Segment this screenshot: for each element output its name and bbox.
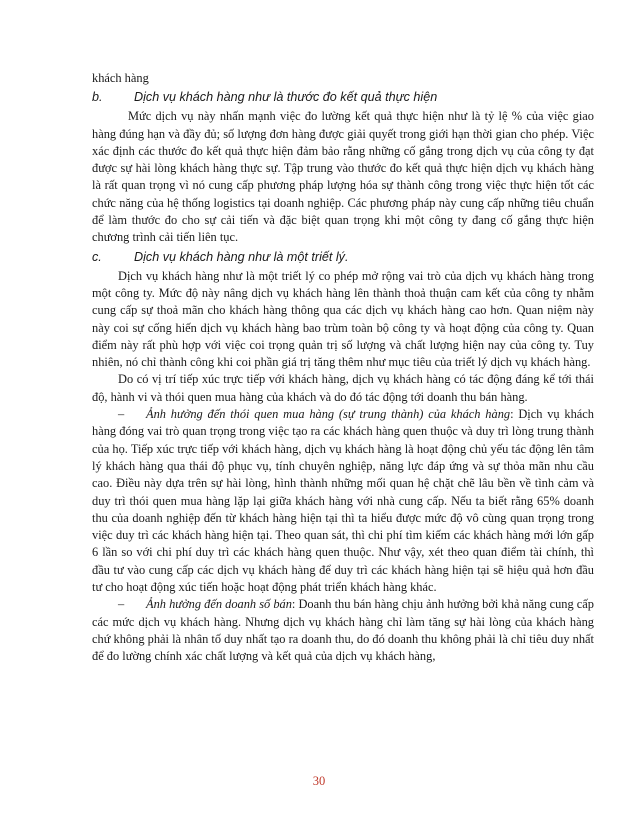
paragraph-philosophy: Dịch vụ khách hàng như là một triết lý co phép mở rộng vai trò của dịch vụ khách hàng trong một công ty. Mức độ này nâng dịch vụ khách hàng lên thành thoả thuận cam kết của công ty nhằm cung cấp sự thoả mãn cho khách hàng thông qua các dịch vụ khách hàng cao hơn. Quan niệm này này coi sự cống hiến dịch vụ khách hàng bao trùm toàn bộ công ty và hoạt động của công ty. Quan điểm này rất phù hợp với việc coi trọng quản trị số lượng và chất lượng hiện nay của công ty. Tuy nhiên, nó chỉ thành công khi coi phần giá trị tăng thêm như mục tiêu của triết lý dịch vụ khách hàng.	[92, 268, 594, 370]
section-b-title: Dịch vụ khách hàng như là thước đo kết quả thực hiện	[134, 90, 438, 105]
bullet-sales-revenue-text: : Doanh thu bán hàng chịu ảnh hưởng bởi khả năng cung cấp các mức dịch vụ khách hàng. Nhưng dịch vụ khách hàng chỉ làm tăng sự hài lòng của khách hàng chứ không phải là nhân tố duy nhất tạo ra doanh thu, do đó doanh thu không phải là chỉ tiêu duy nhất để đo lường chính xác chất lượng và kết quả của dịch vụ khách hàng,	[92, 597, 595, 664]
bullet-buying-habits-title: Ảnh hưởng đến thói quen mua hàng (sự trung thành) của khách hàng	[146, 407, 511, 422]
bullet-buying-habits-text: : Dịch vụ khách hàng đóng vai trò quan trọng trong việc tạo ra các khách hàng quen thuộc và duy trì lòng trung thành của họ. Tiếp xúc trực tiếp với khách hàng, dịch vụ khách hàng là hoạt động chủ yếu tác động lên tâm lý khách hàng qua thái độ phục vụ, tính chuyên nghiệp, năng lực đáp ứng và sự thỏa mãn nhu cầu cao. Điều này dựa trên sự hài lòng, hình thành những mối quan hệ chặt chẽ lâu bền về tình cảm và duy trì thói quen mua hàng lặp lại giữa khách hàng với nhà cung cấp. Nếu ta biết rằng 65% doanh thu của doanh nghiệp đến từ khách hàng hiện tại thì ta hiểu được mức độ vô cùng quan trọng trong việc duy trì các khách hàng hiện tại. Theo quan sát, thì chi phí tìm kiếm các khách hàng mới lớn gấp 6 lần so với chi phí duy trì các khách hàng quen thuộc. Như vậy, xét theo quan điểm tài chính, thì đầu tư vào cung cấp các dịch vụ khách hàng để duy trì các khách hàng hiện tại sẽ hiệu quả hơn đầu tư cho hoạt động xúc tiến hoặc hoạt động phát triển khách hàng khác.	[92, 407, 595, 595]
paragraph-intro: khách hàng	[92, 71, 149, 85]
page-content	[92, 70, 594, 666]
section-c-heading	[92, 249, 594, 266]
section-c-title: Dịch vụ khách hàng như là một triết lý.	[134, 249, 349, 264]
paragraph-performance-measure: Mức dịch vụ này nhấn mạnh việc đo lường kết quả thực hiện như là tỷ lệ % của việc giao hàng đúng hạn và đầy đủ; số lượng đơn hàng được giải quyết trong giới hạn thời gian cho phép. Việc xác định các thước đo kết quả thực hiện đảm bảo rằng những cố gắng trong dịch vụ của công ty đạt được sự hài lòng khách hàng thực sự. Tập trung vào thước đo kết quả thực hiện dịch vụ khách hàng là rất quan trọng vì nó cung cấp phương pháp lượng hóa sự thành công trong việc thực hiện tốt các chức năng của hệ thống logistics tại doanh nghiệp. Các phương pháp này cung cấp những tiêu chuẩn để làm thước đo cho sự cải tiến và đặc biệt quan trọng khi một công ty đang cố gắng thực hiện chương trình cải tiến liên tục.	[92, 109, 594, 245]
bullet-dash: –	[118, 597, 125, 612]
section-b-letter: b.	[92, 90, 103, 105]
bullet-buying-habits	[92, 406, 594, 596]
bullet-sales-revenue-title: Ảnh hưởng đến doanh số bán	[146, 597, 292, 612]
bullet-dash: –	[118, 407, 125, 422]
section-c-letter: c.	[92, 249, 102, 264]
bullet-sales-revenue	[92, 596, 594, 665]
page-number: 30	[312, 774, 326, 788]
section-b-heading	[92, 89, 594, 106]
paragraph-direct-contact: Do có vị trí tiếp xúc trực tiếp với khách hàng, dịch vụ khách hàng có tác động đáng kể tới thái độ, hành vi và thói quen mua hàng của khách và do đó tác động tới doanh thu bán hàng.	[92, 372, 594, 404]
